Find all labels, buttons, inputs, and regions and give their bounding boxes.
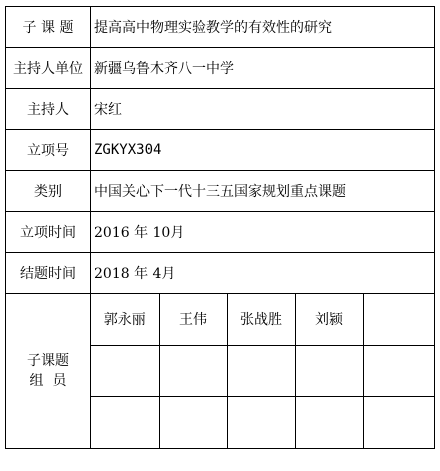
value-subtopic: 提高高中物理实验教学的有效性的研究 [91,7,435,48]
value-completion-date: 2018 年 4月 [91,253,435,294]
blank-cell [227,345,295,396]
blank-cell [159,397,227,448]
blank-cell [363,397,434,448]
blank-cell [159,345,227,396]
label-subtopic-text: 子 课 题 [22,20,74,36]
blank-cell [295,345,363,396]
project-info-form [5,6,435,449]
value-project-number: ZGKYX304 [91,130,435,171]
label-host-unit: 主持人单位 [6,48,91,89]
group-label-line1: 子课题 [27,353,69,369]
member-name-1: 郭永丽 [91,294,159,345]
member-name-3: 张战胜 [227,294,295,345]
member-name-2: 王伟 [159,294,227,345]
member-name-5 [363,294,434,345]
row-host [6,89,435,130]
row-host-unit [6,48,435,89]
blank-cell [227,397,295,448]
row-approval-date [6,212,435,253]
label-host: 主持人 [6,89,91,130]
row-subtopic [6,7,435,48]
members-cell [91,294,435,449]
label-subtopic [6,7,91,48]
blank-cell [363,345,434,396]
row-group-members [6,294,435,449]
row-project-number [6,130,435,171]
members-blank-row [91,397,434,448]
value-host-unit: 新疆乌鲁木齐八一中学 [91,48,435,89]
member-name-4: 刘颍 [295,294,363,345]
members-blank-row [91,345,434,396]
group-label-line2: 组 员 [29,373,67,389]
label-group-members [6,294,91,449]
label-completion-date: 结题时间 [6,253,91,294]
label-approval-date: 立项时间 [6,212,91,253]
value-approval-date: 2016 年 10月 [91,212,435,253]
value-host: 宋红 [91,89,435,130]
label-category: 类别 [6,171,91,212]
members-table [91,294,434,448]
value-category: 中国关心下一代十三五国家规划重点课题 [91,171,435,212]
row-completion-date [6,253,435,294]
blank-cell [91,397,159,448]
blank-cell [91,345,159,396]
blank-cell [295,397,363,448]
label-project-number: 立项号 [6,130,91,171]
row-category [6,171,435,212]
members-name-row [91,294,434,345]
